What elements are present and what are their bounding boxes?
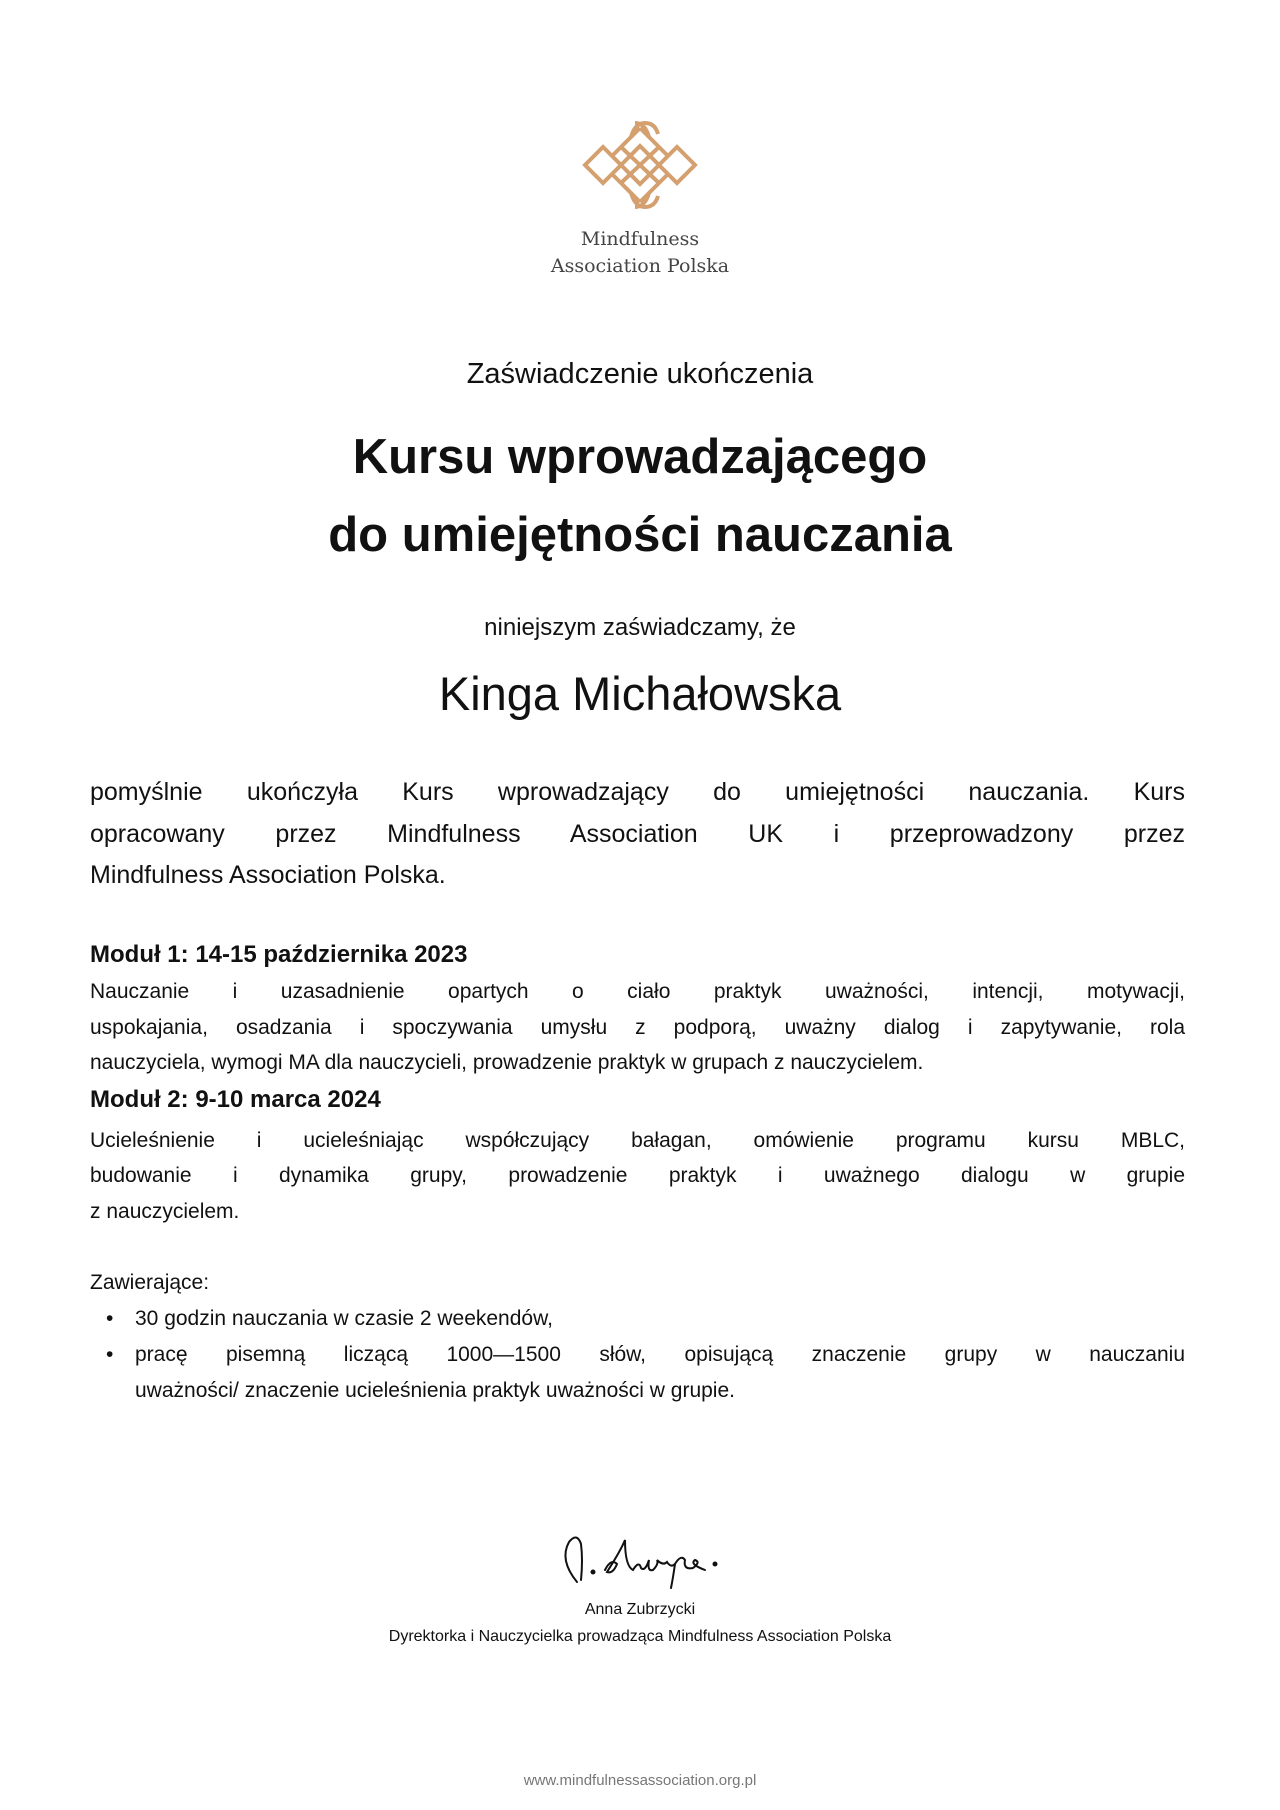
module-line: Nauczanie i uzasadnienie opartych o ciało praktyk uważności, intencji, motywacji,	[90, 980, 1185, 1003]
list-item-line: uważności/ znaczenie ucieleśnienia praktyk uważności w grupie.	[135, 1378, 735, 1402]
module-heading: Moduł 2: 9-10 marca 2024	[90, 1085, 381, 1113]
summary-line: Mindfulness Association Polska.	[90, 861, 446, 889]
list-item	[90, 1301, 1185, 1337]
certificate-subtitle: Zaświadczenie ukończenia	[466, 358, 814, 390]
signatory-name: Anna Zubrzycki	[584, 1601, 696, 1618]
signature-image	[555, 1530, 735, 1595]
summary-line: pomyślnie ukończyła Kurs wprowadzający do umiejętności nauczania. Kurs	[90, 778, 1185, 806]
summary-line: opracowany przez Mindfulness Association UK i przeprowadzony przez	[90, 819, 1185, 848]
logo-text	[0, 226, 1280, 280]
module-line: z nauczycielem.	[90, 1199, 240, 1223]
modules-section	[90, 938, 1185, 1229]
module-line: budowanie i dynamika grupy, prowadzenie praktyk i uważnego dialogu w grupie	[90, 1164, 1185, 1187]
includes-list	[90, 1301, 1185, 1409]
bullet-icon: •	[106, 1306, 114, 1330]
endless-knot-icon	[575, 120, 705, 210]
module-line: Ucieleśnienie i ucieleśniając współczujący bałagan, omówienie programu kursu MBLC,	[90, 1128, 1185, 1152]
course-title-line1: Kursu wprowadzającego	[352, 430, 928, 484]
logo-line1: Mindfulness	[580, 228, 700, 250]
logo	[0, 120, 1280, 210]
module-line: nauczyciela, wymogi MA dla nauczycieli, prowadzenie praktyk w grupach z nauczycielem.	[90, 1051, 924, 1074]
summary-paragraph	[90, 772, 1185, 897]
website-link[interactable]: www.mindfulnessassociation.org.pl	[523, 1772, 757, 1789]
logo-line2: Association Polska	[550, 255, 730, 277]
signatory-role: Dyrektorka i Nauczycielka prowadząca Mindfulness Association Polska	[388, 1628, 892, 1645]
includes-section	[90, 1265, 1185, 1409]
includes-label: Zawierające:	[90, 1271, 210, 1294]
course-title	[0, 418, 1280, 574]
module-line: uspokajania, osadzania i spoczywania umysłu z podporą, uważny dialog i zapytywanie, rola	[90, 1015, 1185, 1039]
bullet-icon: •	[106, 1342, 114, 1366]
module-2	[90, 1083, 1185, 1230]
recipient-name: Kinga Michałowska	[438, 667, 842, 720]
course-title-line2: do umiejętności nauczania	[328, 508, 952, 562]
list-item	[90, 1337, 1185, 1409]
list-item-line: pracę pisemną liczącą 1000—1500 słów, opisującą znaczenie grupy w nauczaniu	[135, 1342, 1185, 1366]
intro-text: niniejszym zaświadczamy, że	[484, 614, 796, 641]
module-heading: Moduł 1: 14-15 października 2023	[90, 941, 468, 968]
module-1	[90, 938, 1185, 1081]
list-item-line: 30 godzin nauczania w czasie 2 weekendów,	[135, 1306, 553, 1330]
